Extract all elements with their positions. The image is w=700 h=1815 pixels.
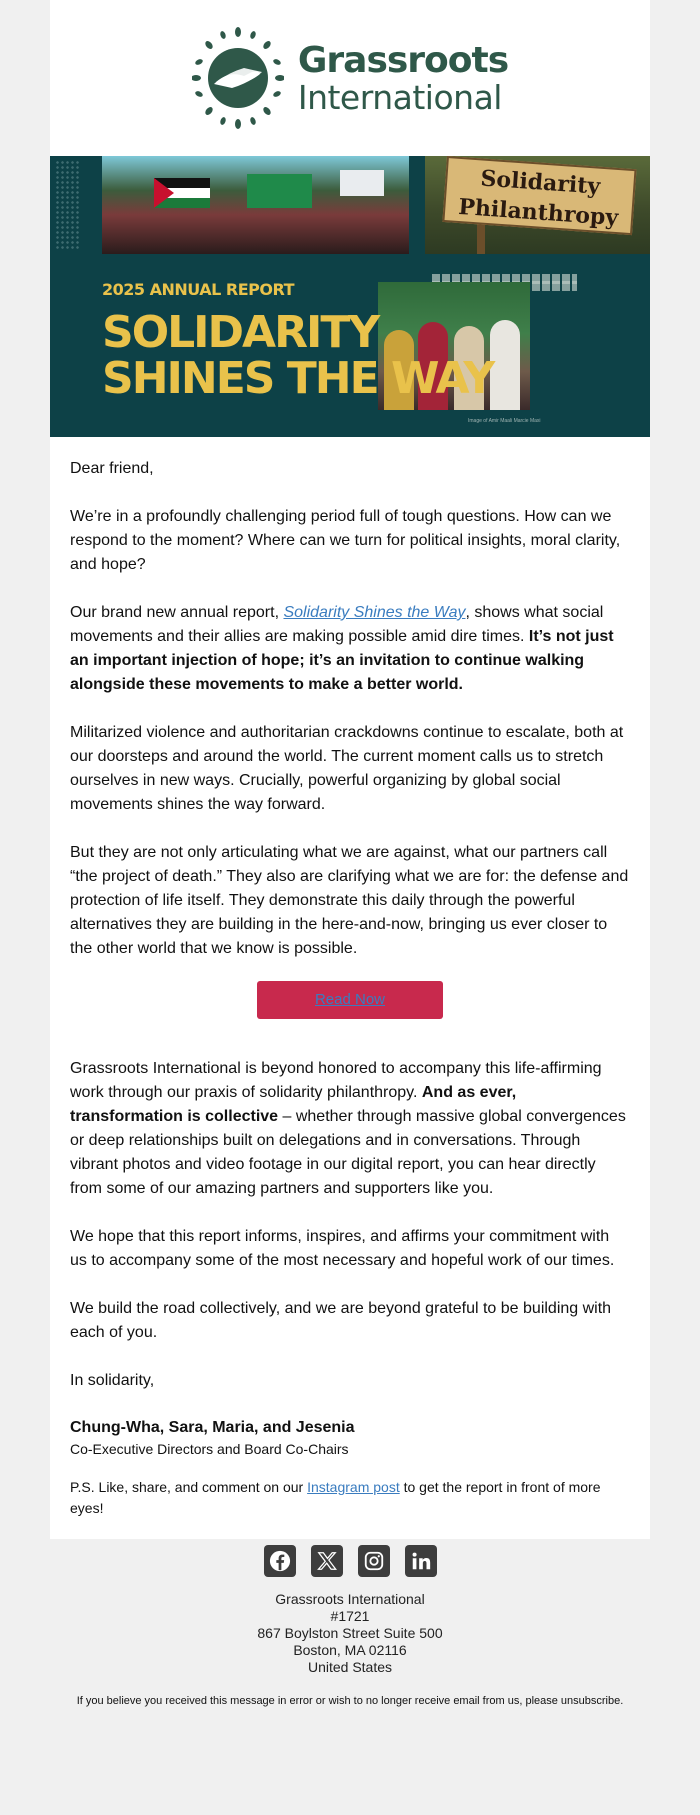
org-name-line1: Grassroots bbox=[297, 39, 509, 81]
address-name: Grassroots International bbox=[275, 1591, 425, 1607]
greeting: Dear friend, bbox=[70, 460, 154, 477]
green-banner-decoration bbox=[247, 174, 312, 208]
solidarity-philanthropy-sign bbox=[442, 156, 636, 235]
facebook-icon[interactable] bbox=[264, 1545, 296, 1577]
flag-decoration bbox=[154, 178, 210, 208]
text: – whether through massive global convergences or deep relationships built on delegations and in conversations. Through vibrant photos and video footage in our digital report, you can hear directly from some of our amazing partners and supporters like you. bbox=[70, 1108, 626, 1197]
text: Our brand new annual report, bbox=[70, 604, 284, 621]
text: to get the report in front of more eyes! bbox=[70, 1479, 601, 1516]
header-logo[interactable] bbox=[50, 0, 650, 156]
report-year-label: 2025 ANNUAL REPORT bbox=[102, 280, 295, 299]
annual-report-banner[interactable] bbox=[50, 156, 650, 437]
org-name bbox=[297, 39, 509, 117]
email-body bbox=[50, 437, 650, 1539]
text: If you believe you received this message in error or wish to no longer receive email from us, please bbox=[76, 1695, 561, 1707]
person-figure bbox=[490, 320, 520, 410]
emphasis-text: It’s not just an important injection of hope; it’s an invitation to continue walking alongside these movements to make a better world. bbox=[70, 628, 614, 693]
address-country: United States bbox=[307, 1659, 393, 1675]
social-links bbox=[0, 1545, 700, 1577]
address-number: #1721 bbox=[330, 1608, 370, 1624]
address-city: Boston, MA 02116 bbox=[293, 1642, 407, 1658]
paragraph-gratitude: We build the road collectively, and we are beyond grateful to be building with each of you. bbox=[70, 1300, 612, 1341]
signer-names: Chung-Wha, Sara, Maria, and Jesenia bbox=[70, 1419, 355, 1436]
org-name-line2: International bbox=[297, 77, 502, 117]
photo-credit: Image of Amir Maali Marcie Maxi bbox=[468, 418, 541, 424]
read-now-button[interactable]: Read Now bbox=[257, 981, 443, 1019]
linkedin-icon[interactable] bbox=[405, 1545, 437, 1577]
crowd-photo bbox=[102, 156, 409, 254]
paragraph-report bbox=[70, 601, 630, 697]
emphasis-text: And as ever, transformation is collective bbox=[70, 1084, 517, 1125]
report-title-line1: SOLIDARITY bbox=[102, 307, 379, 358]
report-title-line2: SHINES THE WAY bbox=[102, 353, 494, 404]
postal-address bbox=[0, 1591, 700, 1676]
text: , shows what social movements and their allies are making possible amid dire times. bbox=[70, 604, 604, 645]
sign-text-line2: Philanthropy bbox=[457, 193, 620, 232]
text: P.S. Like, share, and comment on our bbox=[70, 1479, 308, 1495]
unsubscribe-link[interactable]: unsubscribe bbox=[560, 1695, 621, 1707]
paragraph-praxis bbox=[70, 1057, 630, 1201]
text: . bbox=[620, 1695, 624, 1707]
paragraph-context: Militarized violence and authoritarian crackdowns continue to escalate, both at our doorsteps and around the world. The current moment calls us to stretch ourselves in new ways. Crucially, powerful organizing by global social movements shines the way forward. bbox=[70, 724, 624, 813]
sign-text-line1: Solidarity bbox=[479, 165, 602, 200]
instagram-post-link[interactable]: Instagram post bbox=[307, 1479, 400, 1495]
instagram-icon[interactable] bbox=[358, 1545, 390, 1577]
report-title bbox=[102, 307, 494, 404]
x-icon[interactable] bbox=[311, 1545, 343, 1577]
address-street: 867 Boylston Street Suite 500 bbox=[257, 1625, 443, 1641]
dot-pattern bbox=[55, 160, 81, 250]
text: Grassroots International is beyond honored to accompany this life-affirming work through our praxis of solidarity philanthropy. bbox=[70, 1060, 602, 1101]
grassroots-logo-icon bbox=[192, 26, 284, 130]
email-container bbox=[50, 0, 650, 1539]
paragraph-movements: But they are not only articulating what we are against, what our partners call “the project of death.” They also are clarifying what we are for: the defense and protection of life itself. They demonstrate this daily through the powerful alternatives they are building in the here-and-now, bringing us ever closer to the other world that we know is possible. bbox=[70, 844, 629, 957]
postscript bbox=[70, 1477, 630, 1539]
cta-wrapper bbox=[70, 981, 630, 1019]
signer-title: Co-Executive Directors and Board Co-Chairs bbox=[70, 1441, 349, 1457]
sign-photo bbox=[425, 156, 650, 254]
footer bbox=[0, 1545, 700, 1709]
unsubscribe-notice bbox=[70, 1694, 630, 1709]
paragraph-hope: We hope that this report informs, inspires, and affirms your commitment with us to accompany some of the most necessary and hopeful work of our times. bbox=[70, 1228, 615, 1269]
paragraph-intro: We’re in a profoundly challenging period full of tough questions. How can we respond to the moment? Where can we turn for political insights, moral clarity, and hope? bbox=[70, 508, 621, 573]
closing: In solidarity, bbox=[70, 1372, 155, 1389]
white-flag-decoration bbox=[340, 170, 384, 196]
report-link[interactable]: Solidarity Shines the Way bbox=[283, 604, 466, 621]
